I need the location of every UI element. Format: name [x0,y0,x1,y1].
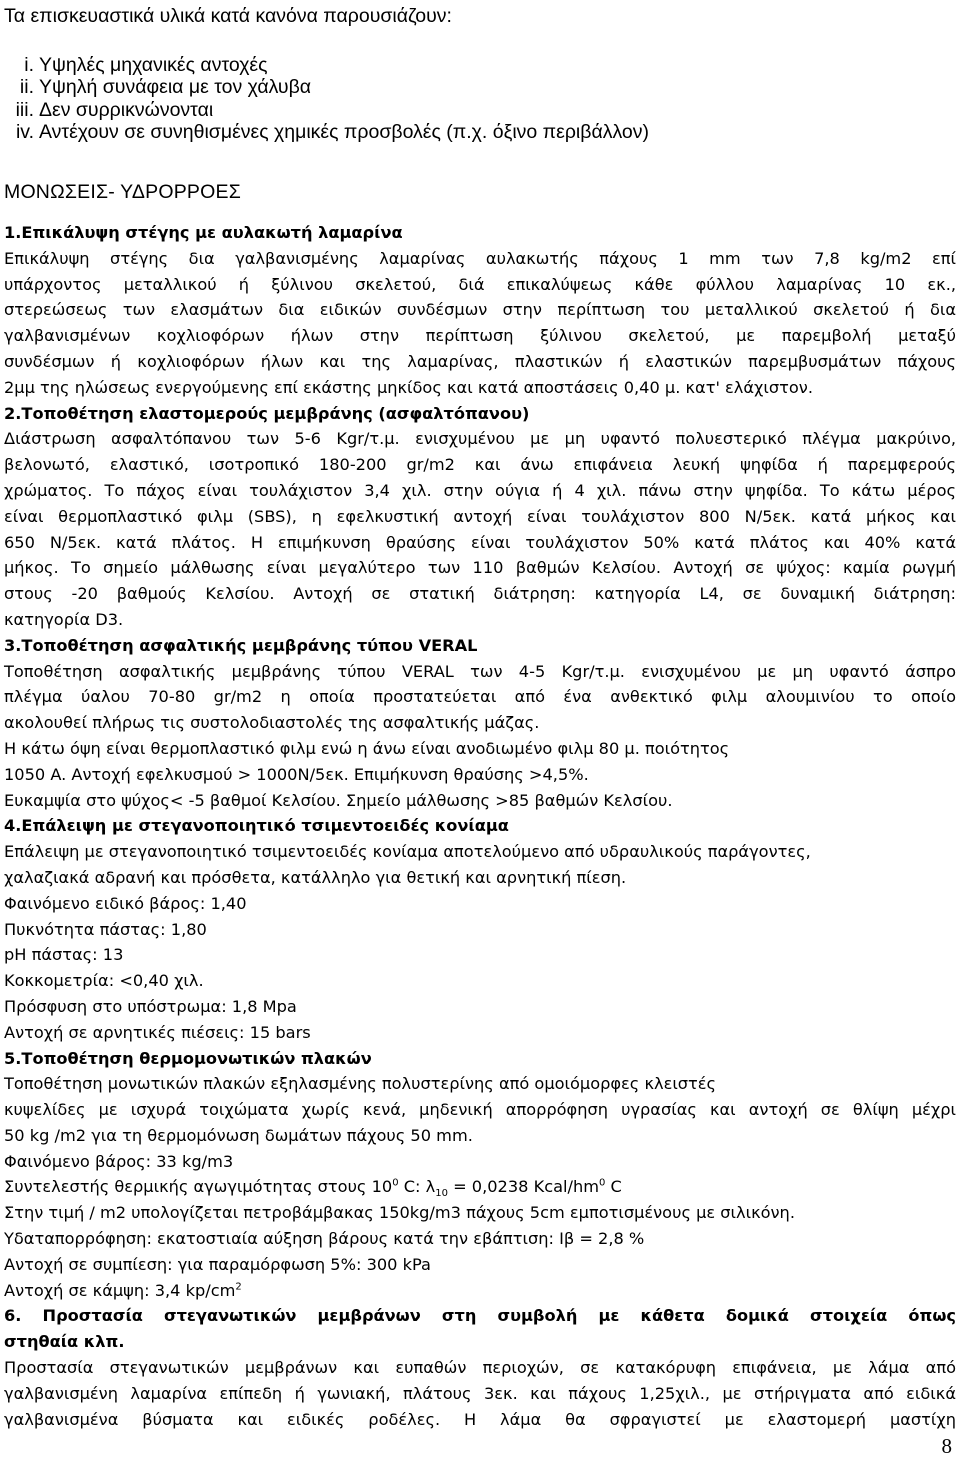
list-item-number: iii. [15,98,34,121]
paragraph-line: Προστασία στεγανωτικών μεμβράνων και ευπαθών περιοχών, σε κατακόρυφη επιφάνεια, με λάμα από [4,1358,956,1378]
paragraph-line: Ευκαμψία στο ψύχος< -5 βαθμοί Κελσίου. Σημείο μάλθωσης >85 βαθμών Κελσίου. [4,790,673,810]
paragraph-line: Η κάτω όψη είναι θερμοπλαστικό φιλμ ενώ η άνω είναι ανοδιωμένο φιλμ 80 μ. ποιότητος [4,738,730,758]
s1-heading: 1.Επικάλυψη στέγης με αυλακωτή λαμαρίνα [4,223,403,242]
thermal-coefficient-line: Συντελεστής θερμικής αγωγιμότητας στους $10^0$ C: $\lambda_{10} = 0,0238$ Kcal/$hm^0$ C [4,1177,622,1200]
list-item [0,121,649,143]
paragraph-line: Αντοχή σε αρνητικές πιέσεις: 15 bars [4,1022,311,1042]
paragraph-line: Επικάλυψη στέγης δια γαλβανισμένης λαμαρίνας αυλακωτής πάχους 1 mm των 7,8 kg/m2 επί [4,248,956,268]
paragraph-line: είναι θερμοπλαστικό φιλμ (SBS), η εφελκυστική αντοχή είναι τουλάχιστον 800 N/5εκ. κατά μήκος και [4,506,956,526]
s3-heading: 3.Τοποθέτηση ασφαλτικής μεμβράνης τύπου VERAL [4,635,478,655]
paragraph-line: 1050 A. Αντοχή εφελκυσμού > 1000N/5εκ. Επιμήκυνση θραύσης >4,5%. [4,764,589,784]
s4-heading: 4.Επάλειψη με στεγανοποιητικό τσιμεντοειδές κονίαμα [4,816,509,836]
s6-heading: 6. Προστασία στεγανωτικών μεμβράνων στη συμβολή με κάθετα δομικά στοιχεία όπως [4,1306,956,1326]
paragraph-line: γαλβανισμένα βύσματα και ειδικές ροδέλες. Η λάμα θα σφραγιστεί με ελαστομερή μαστίχη [4,1409,956,1429]
list-item-text: Αντέχουν σε συνηθισμένες χημικές προσβολές (π.χ. όξινο περιβάλλον) [39,120,650,143]
intro-line: Τα επισκευαστικά υλικά κατά κανόνα παρουσιάζουν: [4,5,452,27]
paragraph-line: βελονωτό, ελαστικό, ισοτροπικό 180-200 gr/m2 και άνω επιφάνεια λευκή ψηφίδα ή παρεμφερούς [4,455,956,475]
paragraph-line: μήκος. Το σημείο μάλθωσης είναι μεγαλύτερο των 110 βαθμών Κελσίου. Αντοχή σε ψύχος: καμία ρωγμή [4,558,956,578]
list-item [0,54,649,76]
paragraph-line: χαλαζιακά αδρανή και πρόσθετα, κατάλληλο για θετική και αρνητική πίεση. [4,867,627,887]
paragraph-line: συνδέσμων ή κοχλιοφόρων ήλων και της λαμαρίνας, πλαστικών ή ελαστικών παρεμβυσμάτων πάχους [4,351,956,371]
list-item-number: i. [24,54,34,76]
paragraph-line: Αντοχή σε συμπίεση: για παραμόρφωση 5%: 300 kPa [4,1254,431,1274]
paragraph-line: Κοκκομετρία: <0,40 χιλ. [4,971,204,991]
paragraph-line: στους -20 βαθμούς Κελσίου. Αντοχή σε στατική διάτρηση: κατηγορία L4, σε δυναμική διάτρηση: [4,584,956,604]
bending-strength-line: Αντοχή σε κάμψη: 3,4 $kp/cm^2$ [4,1280,242,1300]
paragraph-line: 2μμ της ηλώσεως ενεργούμενης επί εκάστης μηκίδος και κατά αποστάσεις 0,40 μ. κατ' ελάχιστον. [4,377,813,397]
paragraph-line: Φαινόμενο ειδικό βάρος: 1,40 [4,893,247,913]
list-item-number: iv. [15,120,34,143]
paragraph-line: ακολουθεί πλήρως τις συστολοδιαστολές της ασφαλτικής μάζας. [4,713,540,733]
paragraph-line: Τοποθέτηση μονωτικών πλακών εξηλασμένης πολυστερίνης από ομοιόμορφες κλειστές [4,1074,717,1094]
paragraph-line: Πυκνότητα πάστας: 1,80 [4,919,207,939]
paragraph-line: κατηγορία D3. [4,609,124,629]
s2-heading: 2.Τοποθέτηση ελαστομερούς μεμβράνης (ασφαλτόπανου) [4,403,530,423]
list-item-text: Υψηλή συνάφεια με τον χάλυβα [39,76,312,99]
properties-list [0,54,649,143]
paragraph-line: Πρόσφυση στο υπόστρωμα: 1,8 Mpa [4,996,297,1016]
paragraph-line: pH πάστας: 13 [4,945,124,965]
paragraph-line: Τοποθέτηση ασφαλτικής μεμβράνης τύπου VERAL των 4-5 Kgr/τ.μ. ενισχυμένου με μη υφαντό άσπρο [4,661,956,681]
paragraph-line: Επάλειψη με στεγανοποιητικό τσιμεντοειδές κονίαμα αποτελούμενο από υδραυλικούς παράγοντες, [4,842,811,862]
paragraph-line: 650 N/5εκ. κατά πλάτος. Η επιμήκυνση θραύσης είναι τουλάχιστον 50% κατά πλάτος και 40% κατά [4,532,956,552]
page-number: 8 [941,1434,952,1458]
paragraph-line: στερεώσεως των ελασμάτων δια ειδικών συνδέσμων στην περίπτωση του μεταλλικού σκελετού ή δια [4,300,956,320]
paragraph-line: γαλβανισμένων κοχλιοφόρων ήλων στην περίπτωση ξύλινου σκελετού, με παρεμβολή μεταξύ [4,326,956,346]
paragraph-line: 50 kg /m2 για τη θερμομόνωση δωμάτων πάχους 50 mm. [4,1125,473,1145]
paragraph-line: πλέγμα ύαλου 70-80 gr/m2 η οποία προστατεύεται από ένα ανθεκτικό φιλμ αλουμινίου το οποίο [4,687,956,707]
paragraph-line: γαλβανισμένη λαμαρίνα επίπεδη ή γωνιακή, πλάτους 3εκ. και πάχους 1,25χιλ., με στήριγματα από ειδικά [4,1383,956,1403]
paragraph-line: υπάρχοντος μεταλλικού ή ξύλινου σκελετού, διά επικαλύψεως κάθε φύλλου λαμαρίνας 10 εκ., [4,274,956,294]
list-item [0,99,649,121]
s6-heading-cont: στηθαία κλπ. [4,1332,125,1352]
list-item-text: Υψηλές μηχανικές αντοχές [39,54,268,76]
document-body [4,220,956,1432]
list-item-number: ii. [19,76,34,99]
s5-heading: 5.Τοποθέτηση θερμομονωτικών πλακών [4,1048,372,1068]
paragraph-line: κυψελίδες με ισχυρά τοιχώματα χωρίς κενά, μηδενική απορρόφηση υγρασίας και αντοχή σε θλίψη μέχρι [4,1100,956,1120]
section-heading: ΜΟΝΩΣΕΙΣ- ΥΔΡΟΡΡΟΕΣ [4,181,241,203]
paragraph-line: Υδαταπορρόφηση: εκατοστιαία αύξηση βάρους κατά την εβάπτιση: Ιβ = 2,8 % [4,1229,645,1249]
list-item-text: Δεν συρρικνώνονται [39,98,214,121]
list-item [0,76,649,98]
paragraph-line: Στην τιμή / m2 υπολογίζεται πετροβάμβακας 150kg/m3 πάχους 5cm εμποτισμένους με σιλικόνη. [4,1203,795,1223]
paragraph-line: Διάστρωση ασφαλτόπανου των 5-6 Kgr/τ.μ. ενισχυμένου με μη υφαντό πολυεστερικό πλέγμα μακρύινο, [4,429,956,449]
paragraph-line: χρώματος. Το πάχος είναι τουλάχιστον 3,4 χιλ. στην ούγια ή 4 χιλ. πάνω στην ψηφίδα. Το κάτω μέρος [4,480,956,500]
paragraph-line: Φαινόμενο βάρος: 33 kg/m3 [4,1151,234,1171]
